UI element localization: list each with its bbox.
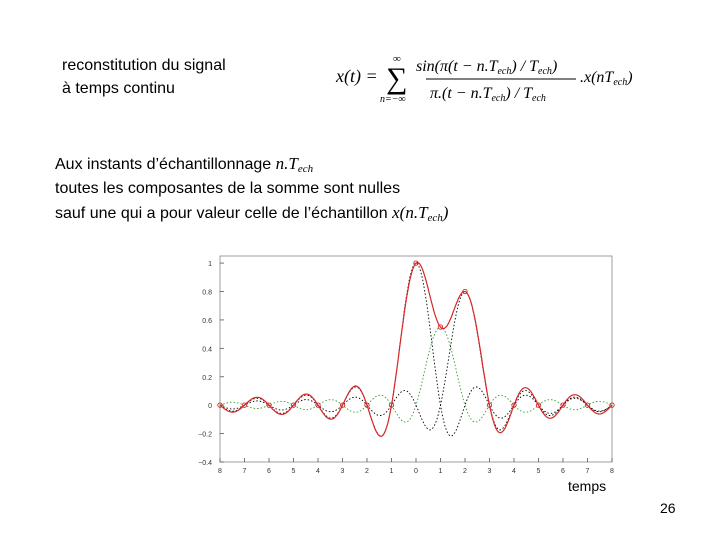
y-tick-label: −0.4	[198, 460, 212, 467]
formula-sum-bottom: n=−∞	[380, 94, 406, 105]
rhs-ech: ech	[613, 77, 628, 88]
x-axis-label: temps	[568, 478, 607, 494]
den-ech1: ech	[491, 93, 506, 104]
num-sin: sin(π(t − n.T	[416, 58, 498, 75]
x-tick-label: 1	[438, 468, 443, 475]
paragraph-line1-sub: ech	[297, 163, 314, 175]
rhs-main: .x(nT	[580, 69, 614, 86]
paragraph-line1	[55, 154, 313, 179]
x-tick-label: 7	[242, 468, 247, 475]
y-tick-label: −0.2	[198, 431, 212, 439]
num-ech2: ech	[538, 66, 552, 77]
y-tick-label: 0.8	[202, 289, 212, 297]
x-tick-label: 1	[389, 468, 394, 475]
paragraph-line3-math: x(n.T	[392, 203, 428, 222]
x-tick-label: 2	[463, 468, 467, 475]
x-tick-label: 8	[218, 468, 222, 475]
x-tick-label: 0	[414, 468, 418, 475]
formula-sum-top: ∞	[393, 53, 401, 65]
sinc-reconstruction-chart	[180, 248, 620, 476]
formula-lhs: x(t) =	[336, 66, 378, 86]
paragraph-line1-math: n.T	[275, 154, 298, 173]
x-tick-label: 7	[585, 468, 590, 475]
series-line-3	[220, 263, 612, 437]
reconstruction-formula	[330, 44, 650, 110]
paragraph-line3	[55, 203, 448, 228]
num-close: )	[551, 58, 558, 75]
y-tick-label: 0	[208, 403, 212, 411]
paragraph-line3-sub: ech	[427, 212, 443, 224]
y-tick-label: 1	[208, 261, 212, 269]
x-tick-label: 3	[340, 468, 345, 475]
den-main: π.(t − n.T	[430, 85, 492, 102]
x-tick-label: 4	[316, 468, 320, 475]
x-tick-label: 8	[610, 468, 614, 475]
heading-line2: à temps continu	[62, 80, 175, 97]
y-tick-label: 0.4	[202, 346, 212, 354]
y-tick-label: 0.2	[202, 374, 212, 382]
den-mid: ) / T	[505, 85, 533, 102]
series-line-1	[220, 327, 612, 422]
rhs-close: )	[627, 69, 633, 86]
x-tick-label: 3	[487, 468, 492, 475]
heading-line1: reconstitution du signal	[62, 57, 226, 74]
x-tick-label: 6	[561, 468, 565, 475]
series-line-2	[220, 292, 612, 430]
x-tick-label: 5	[536, 468, 541, 475]
den-ech2: ech	[532, 93, 546, 104]
y-tick-label: 0.6	[202, 317, 212, 325]
formula-denominator	[430, 85, 546, 104]
x-tick-label: 2	[365, 468, 369, 475]
x-tick-label: 4	[512, 468, 516, 475]
x-tick-label: 5	[291, 468, 296, 475]
formula-rhs	[580, 69, 633, 88]
formula-sum-symbol: ∑	[386, 62, 408, 95]
formula-numerator	[416, 58, 557, 77]
num-ech1: ech	[497, 66, 512, 77]
paragraph-line2: toutes les composantes de la somme sont nulles	[55, 180, 401, 197]
paragraph-line1-text: Aux instants d’échantillonnage	[55, 156, 276, 173]
plot-frame	[220, 256, 612, 462]
paragraph-line3-text: sauf une qui a pour valeur celle de l’échantillon	[55, 205, 393, 222]
num-mid: ) / T	[511, 58, 539, 75]
x-tick-label: 6	[267, 468, 271, 475]
page-number: 26	[660, 500, 676, 516]
paragraph-line3-close: )	[442, 203, 449, 222]
